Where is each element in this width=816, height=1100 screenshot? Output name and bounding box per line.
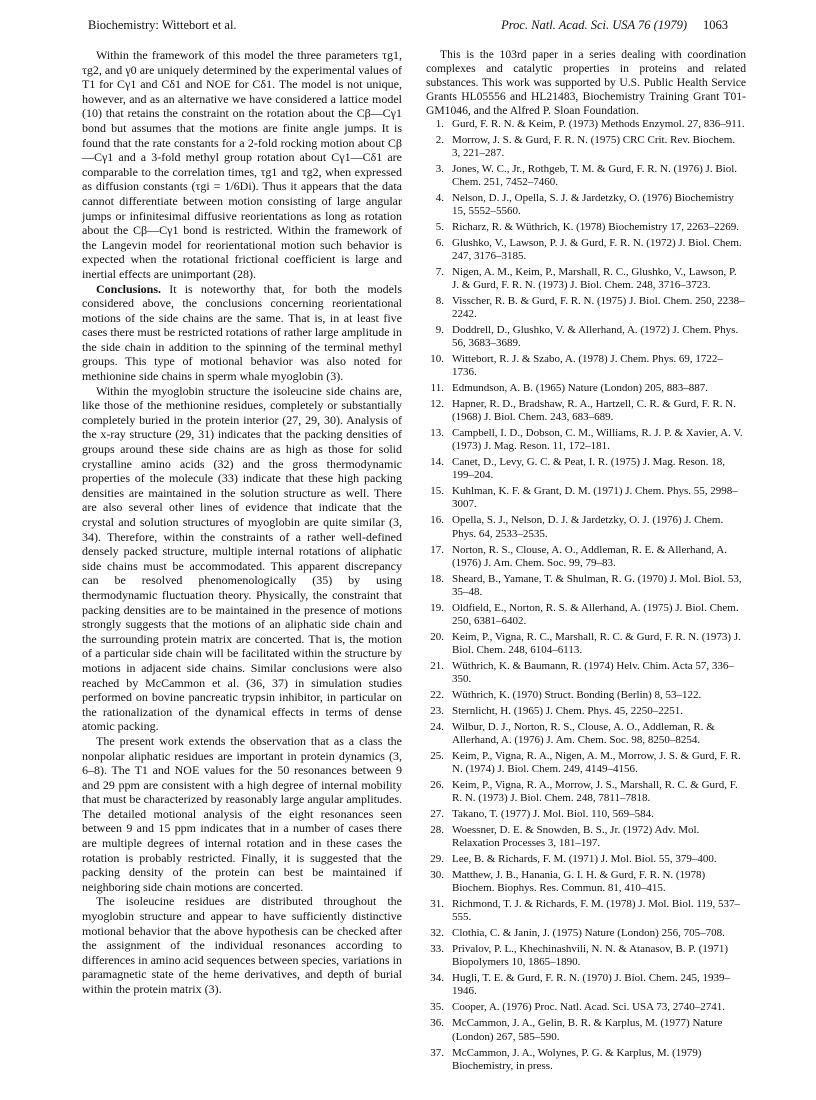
reference-number: 10.	[430, 353, 444, 366]
reference-item	[426, 853, 746, 866]
paragraph-isoleucine-distribution: The isoleucine residues are distributed throughout the myoglobin structure and appear to have sufficiently distinctive motional behavior that the above hypothesis can be checked after the assignment of the individual resonances according to differences in amino acid sequences between species, variations in paramagnetic state of the heme derivatives, and depth of burial within the protein matrix (3).	[82, 894, 402, 996]
reference-text: Clothia, C. & Janin, J. (1975) Nature (London) 256, 705–708.	[452, 927, 725, 940]
reference-number: 24.	[430, 720, 444, 733]
reference-item	[426, 353, 746, 379]
reference-text: Morrow, J. S. & Gurd, F. R. N. (1975) CRC Crit. Rev. Biochem. 3, 221–287.	[452, 133, 736, 159]
header-author: Biochemistry: Wittebort et al.	[88, 18, 237, 32]
reference-item	[426, 602, 746, 628]
reference-item	[426, 927, 746, 940]
right-column	[426, 48, 746, 1076]
reference-number: 9.	[435, 323, 444, 336]
paragraph-conclusions	[82, 282, 402, 384]
reference-number: 22.	[430, 688, 444, 701]
page-number: 1063	[703, 18, 728, 32]
reference-text: Lee, B. & Richards, F. M. (1971) J. Mol. Biol. 55, 379–400.	[452, 853, 717, 866]
reference-text: Hugli, T. E. & Gurd, F. R. N. (1970) J. Biol. Chem. 245, 1939–1946.	[452, 972, 730, 998]
reference-item	[426, 266, 746, 292]
reference-text: Wittebort, R. J. & Szabo, A. (1978) J. Chem. Phys. 69, 1722–1736.	[452, 353, 723, 379]
running-header	[88, 16, 728, 34]
reference-text: Doddrell, D., Glushko, V. & Allerhand, A. (1972) J. Chem. Phys. 56, 3683–3689.	[452, 323, 739, 350]
reference-item	[426, 869, 746, 895]
reference-item	[426, 514, 746, 540]
reference-text: Matthew, J. B., Hanania, G. I. H. & Gurd, F. R. N. (1978) Biochem. Biophys. Res. Commun. 81, 410–415.	[452, 869, 706, 895]
reference-item	[426, 118, 746, 131]
reference-number: 30.	[430, 869, 444, 882]
reference-item	[426, 631, 746, 657]
reference-item	[426, 1017, 746, 1043]
reference-number: 31.	[430, 898, 444, 911]
reference-item	[426, 750, 746, 776]
paragraph-model-parameters: Within the framework of this model the three parameters τg1, τg2, and γ0 are uniquely determined by the experimental values of T1 for Cγ1 and Cδ1 and NOE for Cδ1. The model is not unique, however, and as an alternative we have considered a lattice model (10) that retains the constraint on the rotation about the Cβ—Cγ1 bond but assumes that the motions are finite angle jumps. It is found that the rate constants for a 2-fold rocking motion about Cβ—Cγ1 and a 3-fold methyl group rotation about Cγ1—Cδ1 are comparable to the correlation times, τg1 and τg2, when expressed as diffusion constants (τgi = 1/6Di). Thus it appears that the data cannot differentiate between motion consisting of large angular jumps or infinitesimal diffusive reorientations as long as rotation about the Cβ—Cγ1 bond is restricted. Within the framework of the Langevin model for reorientational motion such behavior is expected when the rotational frictional coefficient is large and inertial effects are unimportant (28).	[82, 48, 402, 281]
reference-text: Keim, P., Vigna, R. A., Nigen, A. M., Morrow, J. S. & Gurd, F. R. N. (1974) J. Biol. Chem. 249, 4149–4156.	[452, 749, 741, 776]
reference-number: 33.	[430, 943, 444, 956]
reference-number: 7.	[435, 265, 444, 278]
reference-number: 36.	[430, 1017, 444, 1030]
reference-item	[426, 134, 746, 160]
reference-text: Edmundson, A. B. (1965) Nature (London) 205, 883–887.	[452, 382, 709, 395]
paragraph-isoleucine-packing: Within the myoglobin structure the isoleucine side chains are, like those of the methionine residues, completely or substantially completely buried in the protein interior (27, 29, 30). Analysis of the x-ray structure (29, 31) indicates that the packing densities of groups around these side chains are as high as those for solid crystalline amino acids (32) and the gross thermodynamic properties of the molecule (33) indicate that these high packing densities are maintained in the solution structure as well. There are also several other lines of evidence that indicate that the crystal and solution structures of myoglobin are quite similar (3, 34). Therefore, within the constraints of a rather well-defined densely packed structure, multiple internal rotations of aliphatic side chains must be accommodated. This apparent discrepancy can be resolved phenomenologically (35) by using thermodynamic fluctuation theory. Physically, the constraint that packing densities are to be maintained in the presence of motions strongly suggests that the motions of an aliphatic side chain and the surrounding protein matrix are concerted. That is, the motion of a particular side chain will be facilitated within the structure by motions in adjacent side chains. Similar conclusions were also reached by McCammon et al. (36, 37) in simulation studies performed on bovine pancreatic trypsin inhibitor, in particular on the rationalization of the dynamical effects in terms of dense atomic packing.	[82, 383, 402, 734]
reference-text: Glushko, V., Lawson, P. J. & Gurd, F. R. N. (1972) J. Biol. Chem. 247, 3176–3185.	[452, 236, 742, 262]
reference-number: 27.	[430, 808, 444, 821]
reference-number: 6.	[435, 236, 444, 249]
reference-item	[426, 943, 746, 969]
reference-text: Gurd, F. R. N. & Keim, P. (1973) Methods Enzymol. 27, 836–911.	[452, 117, 745, 130]
reference-item	[426, 898, 746, 924]
conclusions-text: It is noteworthy that, for both the models considered above, the conclusions concerning reorientational motions of the side chains are the same. That is, in at least five cases there must be restricted rotations of rather large amplitude in the side chain in addition to the spinning of the terminal methyl groups. This type of motional behavior was also noted for methionine side chains in sperm whale myoglobin (3).	[82, 281, 402, 384]
reference-text: Keim, P., Vigna, R. A., Morrow, J. S., Marshall, R. C. & Gurd, F. R. N. (1973) J. Biol. Chem. 248, 7811–7818.	[452, 779, 738, 805]
reference-number: 35.	[430, 1001, 444, 1014]
reference-text: Opella, S. J., Nelson, D. J. & Jardetzky, O. J. (1976) J. Chem. Phys. 64, 2533–2535.	[452, 514, 724, 540]
acknowledgment: This is the 103rd paper in a series dealing with coordination complexes and catalytic properties in proteins and related substances. This work was supported by U.S. Public Health Service Grants HL05556 and HL21483, Biochemistry Training Grant T01-GM1046, and the Alfred P. Sloan Foundation.	[426, 48, 746, 117]
reference-number: 14.	[430, 456, 444, 469]
reference-text: Cooper, A. (1976) Proc. Natl. Acad. Sci. USA 73, 2740–2741.	[452, 1001, 726, 1014]
reference-number: 11.	[430, 382, 444, 395]
reference-number: 17.	[430, 543, 444, 556]
reference-text: Kuhlman, K. F. & Grant, D. M. (1971) J. Chem. Phys. 55, 2998–3007.	[452, 485, 738, 511]
reference-text: Campbell, I. D., Dobson, C. M., Williams, R. J. P. & Xavier, A. V. (1973) J. Mag. Reson. 11, 172–181.	[452, 427, 743, 453]
reference-item	[426, 972, 746, 998]
reference-item	[426, 721, 746, 747]
reference-item	[426, 295, 746, 321]
reference-number: 5.	[435, 220, 444, 233]
reference-text: Takano, T. (1977) J. Mol. Biol. 110, 569–584.	[452, 808, 654, 821]
reference-text: Oldfield, E., Norton, R. S. & Allerhand, A. (1975) J. Biol. Chem. 250, 6381–6402.	[452, 601, 739, 627]
reference-number: 34.	[430, 972, 444, 985]
reference-item	[426, 427, 746, 453]
reference-number: 4.	[435, 191, 444, 204]
reference-text: Sternlicht, H. (1965) J. Chem. Phys. 45, 2250–2251.	[452, 704, 683, 717]
reference-number: 37.	[430, 1046, 444, 1059]
reference-text: Wüthrich, K. & Baumann, R. (1974) Helv. Chim. Acta 57, 336–350.	[452, 659, 734, 685]
reference-item	[426, 824, 746, 850]
reference-text: Sheard, B., Yamane, T. & Shulman, R. G. (1970) J. Mol. Biol. 53, 35–48.	[452, 572, 742, 598]
reference-number: 20.	[430, 630, 444, 643]
reference-number: 23.	[430, 704, 444, 717]
reference-text: Hapner, R. D., Bradshaw, R. A., Hartzell, C. R. & Gurd, F. R. N. (1968) J. Biol. Chem. 243, 683–689.	[452, 398, 736, 424]
reference-text: Richmond, T. J. & Richards, F. M. (1978) J. Mol. Biol. 119, 537–555.	[452, 898, 740, 924]
reference-item	[426, 485, 746, 511]
reference-text: Keim, P., Vigna, R. C., Marshall, R. C. & Gurd, F. R. N. (1973) J. Biol. Chem. 248, 6104–6113.	[452, 630, 741, 656]
reference-item	[426, 456, 746, 482]
reference-number: 3.	[435, 162, 444, 175]
reference-number: 26.	[430, 779, 444, 792]
reference-text: Jones, W. C., Jr., Rothgeb, T. M. & Gurd, F. R. N. (1976) J. Biol. Chem. 251, 7452–7460.	[452, 162, 738, 188]
reference-item	[426, 544, 746, 570]
reference-item	[426, 324, 746, 350]
reference-text: Canet, D., Levy, G. C. & Peat, I. R. (1975) J. Mag. Reson. 18, 199–204.	[452, 456, 726, 482]
reference-item	[426, 705, 746, 718]
reference-list	[426, 118, 746, 1073]
reference-item	[426, 192, 746, 218]
reference-number: 15.	[430, 485, 444, 498]
reference-text: Wüthrich, K. (1970) Struct. Bonding (Berlin) 8, 53–122.	[452, 688, 702, 701]
header-journal	[501, 16, 728, 34]
reference-number: 32.	[430, 927, 444, 940]
reference-text: McCammon, J. A., Gelin, B. R. & Karplus, M. (1977) Nature (London) 267, 585–590.	[452, 1017, 723, 1043]
reference-text: Nigen, A. M., Keim, P., Marshall, R. C., Glushko, V., Lawson, P. J. & Gurd, F. R. N. (1973) J. Biol. Chem. 248, 3716–3723.	[452, 265, 737, 291]
reference-text: McCammon, J. A., Wolynes, P. G. & Karplus, M. (1979) Biochemistry, in press.	[452, 1046, 702, 1072]
reference-number: 16.	[430, 514, 444, 527]
reference-item	[426, 1001, 746, 1014]
reference-item	[426, 382, 746, 395]
conclusions-heading: Conclusions.	[96, 281, 162, 296]
reference-text: Wilbur, D. J., Norton, R. S., Clouse, A. O., Addleman, R. & Allerhand, A. (1976) J. Am. Chem. Soc. 98, 8250–8254.	[452, 720, 715, 746]
reference-number: 18.	[430, 572, 444, 585]
reference-number: 1.	[435, 117, 444, 130]
reference-item	[426, 398, 746, 424]
reference-text: Woessner, D. E. & Snowden, B. S., Jr. (1972) Adv. Mol. Relaxation Processes 3, 181–197.	[452, 824, 700, 850]
reference-item	[426, 221, 746, 234]
reference-text: Visscher, R. B. & Gurd, F. R. N. (1975) J. Biol. Chem. 250, 2238–2242.	[452, 294, 745, 320]
journal-citation: Proc. Natl. Acad. Sci. USA 76 (1979)	[501, 18, 687, 32]
reference-item	[426, 808, 746, 821]
reference-text: Privalov, P. L., Khechinashvili, N. N. & Atanasov, B. P. (1971) Biopolymers 10, 1865–1890.	[452, 943, 729, 969]
reference-item	[426, 237, 746, 263]
reference-item	[426, 573, 746, 599]
reference-number: 8.	[435, 294, 444, 307]
left-column	[82, 48, 402, 997]
reference-text: Norton, R. S., Clouse, A. O., Addleman, R. E. & Allerhand, A. (1976) J. Am. Chem. Soc. 99, 79–83.	[452, 543, 727, 569]
reference-item	[426, 689, 746, 702]
reference-item	[426, 779, 746, 805]
reference-number: 12.	[430, 398, 444, 411]
reference-number: 2.	[435, 133, 444, 146]
reference-number: 25.	[430, 749, 444, 762]
reference-item	[426, 660, 746, 686]
paragraph-present-work: The present work extends the observation that as a class the nonpolar aliphatic residues are important in protein dynamics (3, 6–8). The T1 and NOE values for the 50 resonances between 9 and 29 ppm are consistent with a high degree of internal mobility that must be characterized by reasonably large angular amplitudes. The detailed motional analysis of the eight resonances seen between 9 and 15 ppm indicates that in a number of cases there are multiple degrees of internal rotation and in these cases the rotation is probably restricted. Finally, it is suggested that the packing density of the protein can best be maintained if neighboring side chain motions are concerted.	[82, 733, 402, 894]
reference-number: 13.	[430, 427, 444, 440]
reference-number: 28.	[430, 824, 444, 837]
reference-item	[426, 1047, 746, 1073]
reference-number: 19.	[430, 601, 444, 614]
reference-number: 21.	[430, 659, 444, 672]
reference-text: Richarz, R. & Wüthrich, K. (1978) Biochemistry 17, 2263–2269.	[452, 220, 739, 233]
reference-item	[426, 163, 746, 189]
reference-number: 29.	[430, 853, 444, 866]
reference-text: Nelson, D. J., Opella, S. J. & Jardetzky, O. (1976) Biochemistry 15, 5552–5560.	[452, 191, 734, 217]
